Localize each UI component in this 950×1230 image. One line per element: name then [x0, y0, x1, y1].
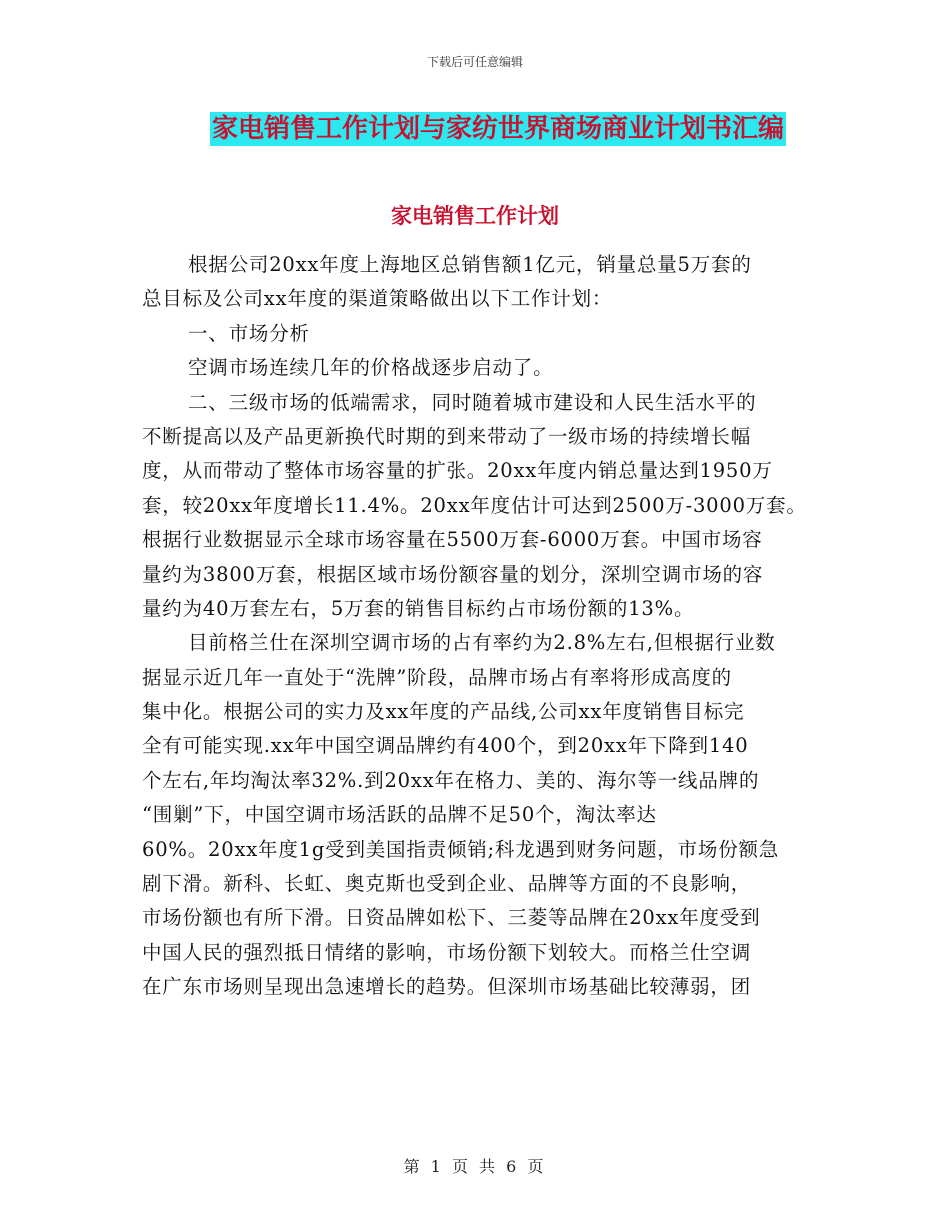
body-line: 不断提高以及产品更新换代时期的到来带动了一级市场的持续增长幅	[142, 424, 752, 448]
document-body	[142, 248, 814, 1005]
body-line: 个左右,年均淘汰率32%.到20xx年在格力、美的、海尔等一线品牌的	[142, 768, 760, 792]
body-line: “围剿”下，中国空调市场活跃的品牌不足50个，淘汰率达	[142, 803, 657, 827]
body-line: 60%。20xx年度1g受到美国指责倾销;科龙遇到财务问题，市场份额急	[142, 837, 780, 861]
section-title: 家电销售工作计划	[391, 204, 559, 228]
body-line: 套，较20xx年度增长11.4%。20xx年度估计可达到2500万-3000万套。	[142, 493, 807, 517]
body-line: 根据公司20xx年度上海地区总销售额1亿元，销量总量5万套的	[188, 253, 752, 276]
page-footer: 第 1 页 共 6 页	[403, 1157, 547, 1176]
body-line: 根据行业数据显示全球市场容量在5500万套-6000万套。中国市场容	[142, 528, 763, 552]
body-line: 二、三级市场的低端需求，同时随着城市建设和人民生活水平的	[188, 390, 757, 414]
main-title-container	[0, 112, 950, 146]
body-line: 量约为3800万套，根据区域市场份额容量的划分，深圳空调市场的容	[142, 562, 764, 586]
body-line: 中国人民的强烈抵日情绪的影响，市场份额下划较大。而格兰仕空调	[142, 940, 752, 964]
body-line: 据显示近几年一直处于“洗牌”阶段，品牌市场占有率将形成高度的	[142, 665, 732, 689]
body-line: 一、市场分析	[188, 321, 310, 345]
body-line: 度，从而带动了整体市场容量的扩张。20xx年度内销总量达到1950万	[142, 459, 773, 483]
body-line: 市场份额也有所下滑。日资品牌如松下、三菱等品牌在20xx年度受到	[142, 906, 761, 930]
body-line: 在广东市场则呈现出急速增长的趋势。但深圳市场基础比较薄弱，团	[142, 975, 752, 999]
body-line: 目前格兰仕在深圳空调市场的占有率约为2.8%左右,但根据行业数	[188, 631, 776, 655]
main-title: 家电销售工作计划与家纺世界商场商业计划书汇编	[211, 114, 784, 144]
body-line: 剧下滑。新科、长虹、奥克斯也受到企业、品牌等方面的不良影响，	[142, 872, 752, 896]
body-line: 量约为40万套左右，5万套的销售目标约占市场份额的13%。	[142, 596, 695, 620]
body-line: 全有可能实现.xx年中国空调品牌约有400个，到20xx年下降到140	[142, 734, 749, 758]
body-line: 空调市场连续几年的价格战逐步启动了。	[188, 356, 554, 380]
body-line: 集中化。根据公司的实力及xx年度的产品线,公司xx年度销售目标完	[142, 700, 745, 724]
body-line: 总目标及公司xx年度的渠道策略做出以下工作计划：	[142, 287, 613, 311]
page-header: 下载后可任意编辑	[426, 55, 523, 69]
